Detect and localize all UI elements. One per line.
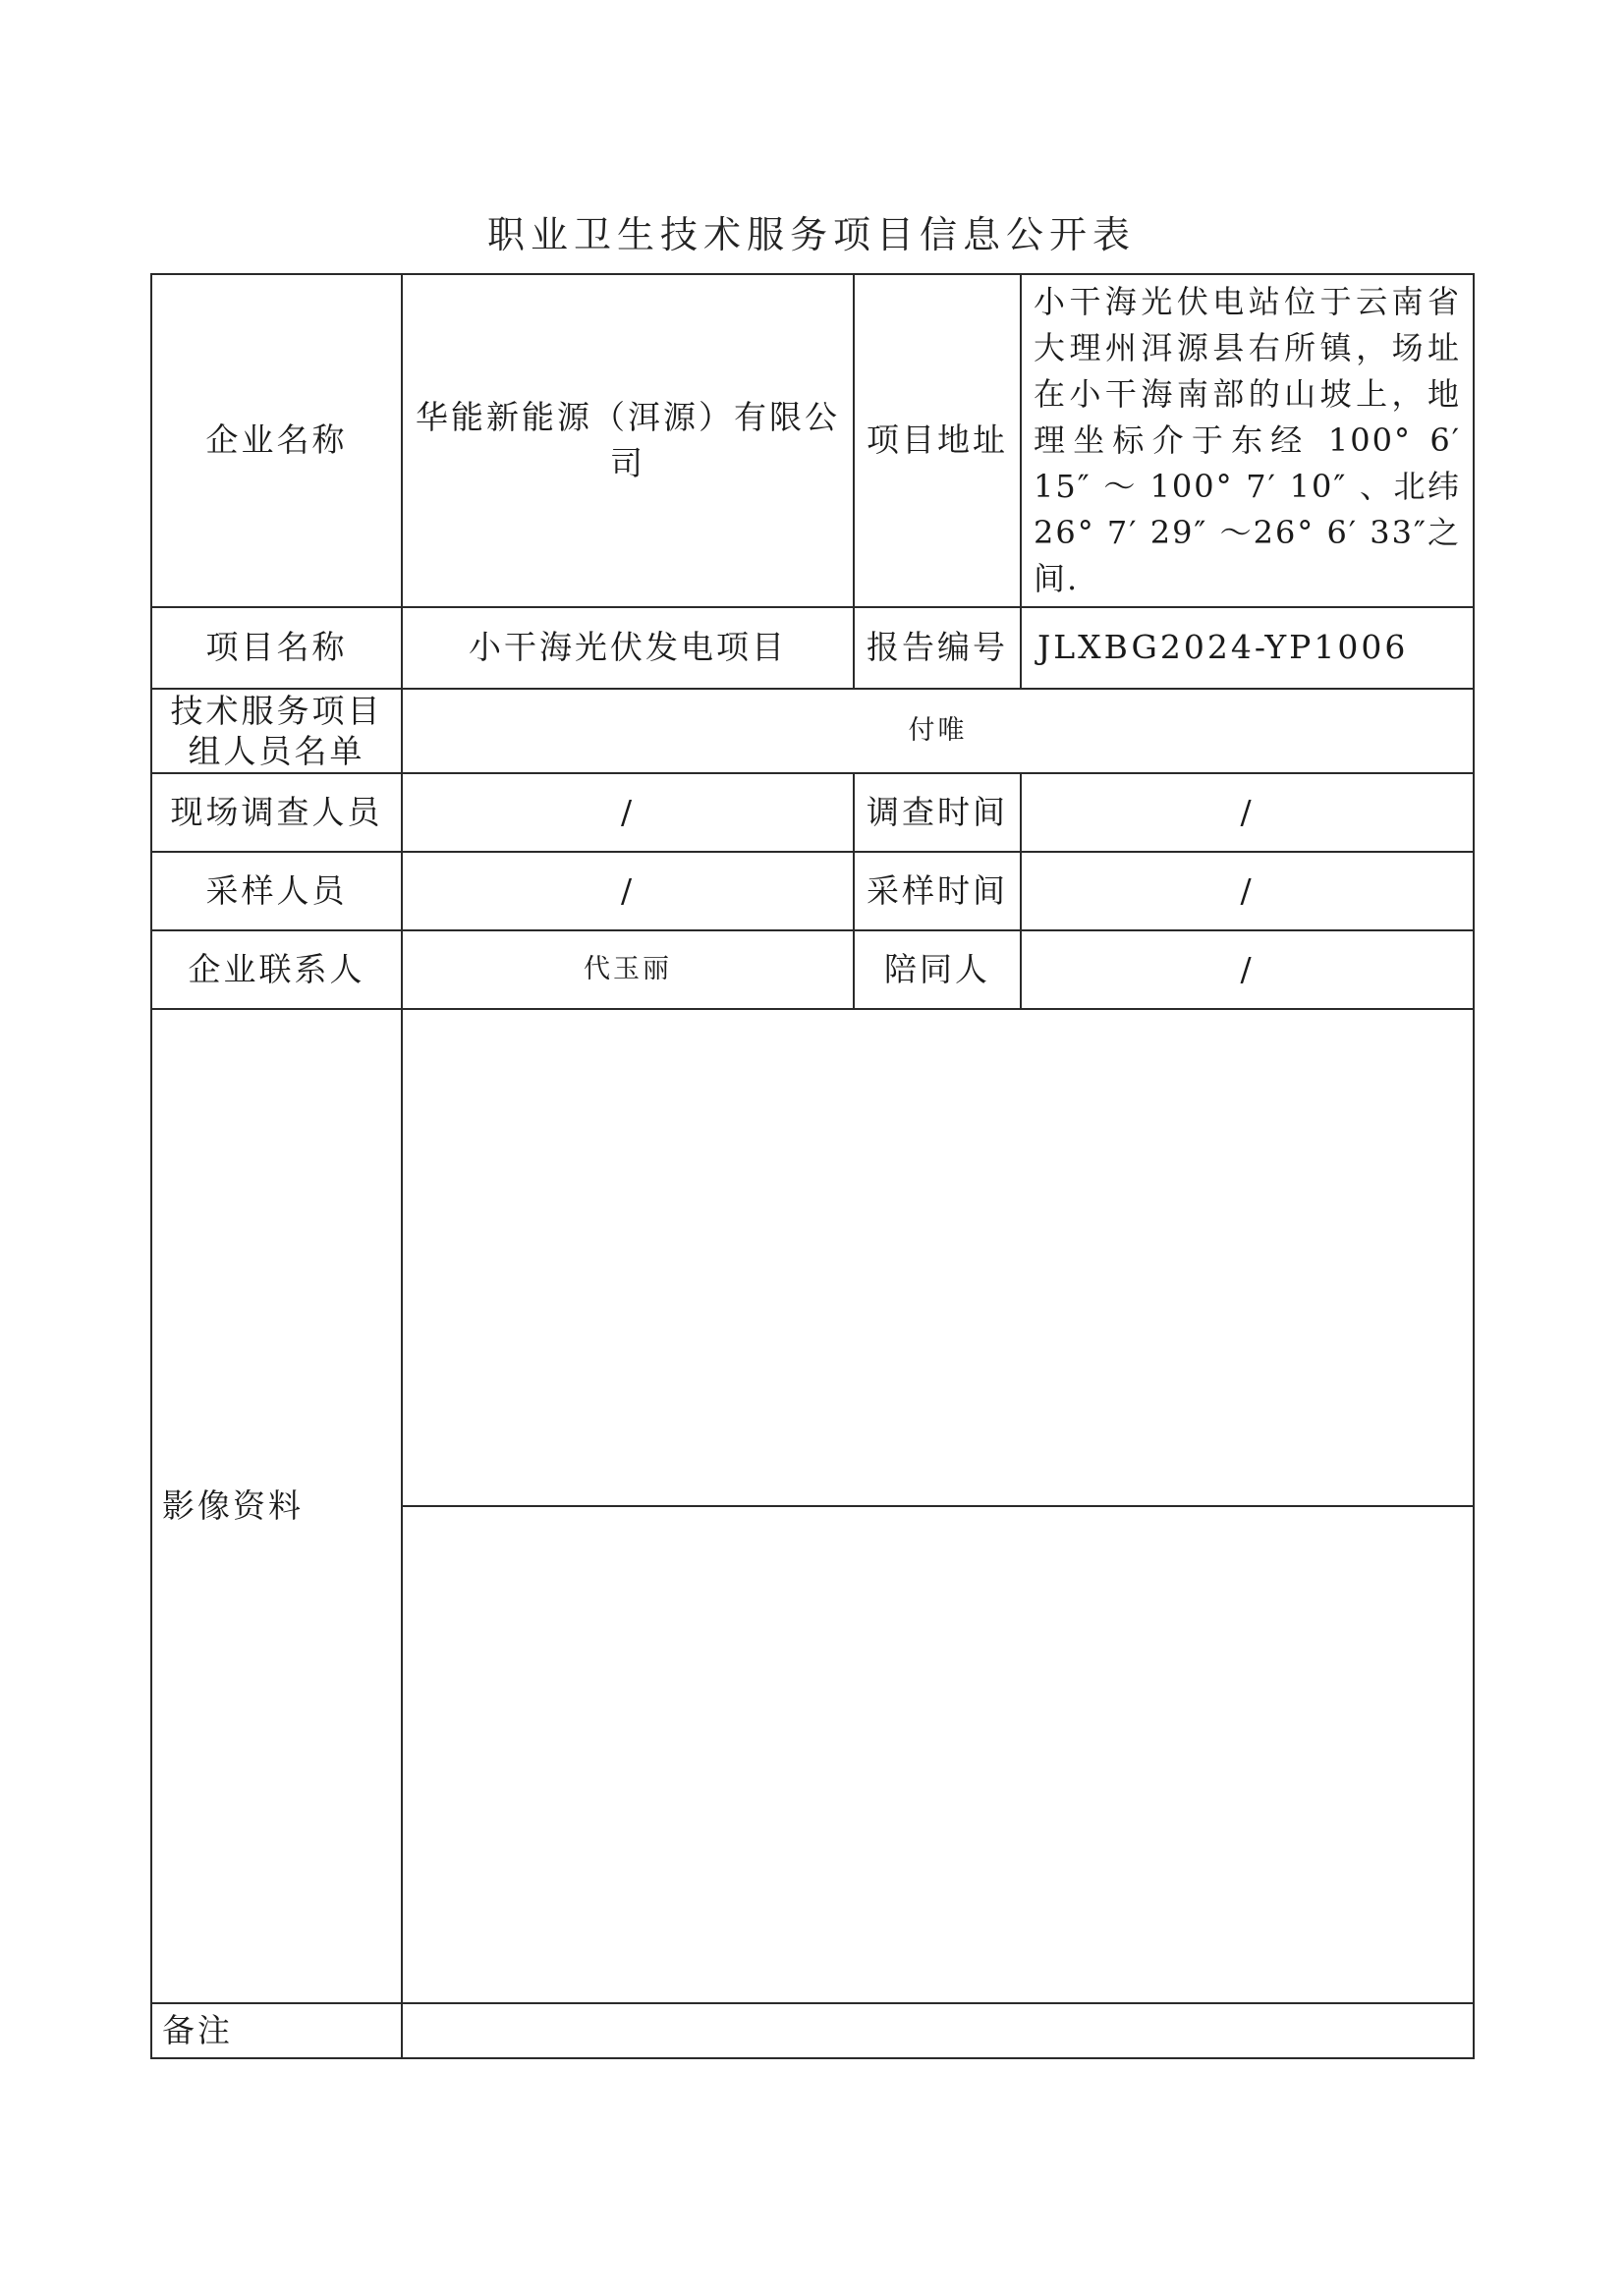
images-label: 影像资料 — [151, 1009, 402, 2003]
survey-staff-label: 现场调查人员 — [151, 773, 402, 852]
address-label: 项目地址 — [854, 274, 1021, 607]
companion-value: / — [1021, 930, 1474, 1009]
info-table — [150, 273, 1475, 2059]
sampling-time-label: 采样时间 — [854, 852, 1021, 930]
table-row-survey — [151, 773, 1474, 852]
table-row-team — [151, 689, 1474, 773]
team-label: 技术服务项目组人员名单 — [151, 689, 402, 773]
project-value: 小干海光伏发电项目 — [402, 607, 854, 689]
company-value: 华能新能源（洱源）有限公司 — [402, 274, 854, 607]
table-row-company — [151, 274, 1474, 607]
companion-label: 陪同人 — [854, 930, 1021, 1009]
remarks-value — [402, 2003, 1474, 2058]
survey-staff-value: / — [402, 773, 854, 852]
table-row-project — [151, 607, 1474, 689]
survey-time-label: 调查时间 — [854, 773, 1021, 852]
team-value: 付唯 — [402, 689, 1474, 773]
table-row-sampling — [151, 852, 1474, 930]
company-label: 企业名称 — [151, 274, 402, 607]
remarks-label: 备注 — [151, 2003, 402, 2058]
report-label: 报告编号 — [854, 607, 1021, 689]
report-number: JLXBG2024-YP1006 — [1021, 607, 1474, 689]
contact-value: 代玉丽 — [402, 930, 854, 1009]
table-row-images — [151, 1009, 1474, 2003]
survey-time-value: / — [1021, 773, 1474, 852]
image-placeholder-2 — [403, 1507, 1473, 1996]
contact-label: 企业联系人 — [151, 930, 402, 1009]
images-area — [402, 1009, 1474, 2003]
table-row-remarks — [151, 2003, 1474, 2058]
address-value: 小干海光伏电站位于云南省大理州洱源县右所镇，场址在小干海南部的山坡上，地理坐标介于东经 100° 6′ 15″ ～ 100° 7′ 10″ 、北纬 26° 7′ 29″ ～26° 6′ 33″之间. — [1021, 274, 1474, 607]
sampling-staff-value: / — [402, 852, 854, 930]
sampling-time-value: / — [1021, 852, 1474, 930]
table-row-contact — [151, 930, 1474, 1009]
page-title: 职业卫生技术服务项目信息公开表 — [486, 213, 1136, 256]
project-label: 项目名称 — [151, 607, 402, 689]
sampling-staff-label: 采样人员 — [151, 852, 402, 930]
image-placeholder-1 — [403, 1016, 1473, 1507]
